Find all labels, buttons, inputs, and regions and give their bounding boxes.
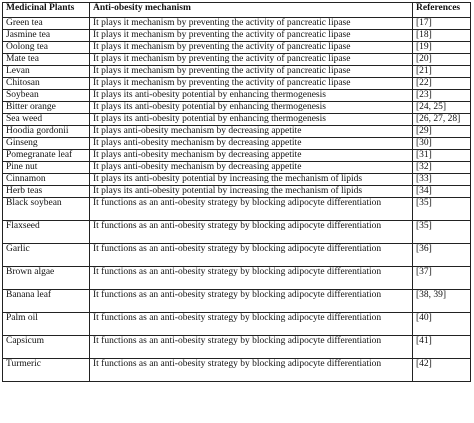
table-row: [3, 313, 471, 336]
reference-cell: [29]: [413, 126, 471, 138]
plant-cell: Mate tea: [3, 54, 90, 66]
mechanism-cell: It plays its anti-obesity potential by enhancing thermogenesis: [90, 102, 413, 114]
header-plants: Medicinal Plants: [3, 3, 90, 18]
plant-cell: Chitosan: [3, 78, 90, 90]
reference-cell: [36]: [413, 244, 471, 267]
mechanism-cell: It plays it mechanism by preventing the activity of pancreatic lipase: [90, 18, 413, 30]
mechanism-cell: It plays it mechanism by preventing the activity of pancreatic lipase: [90, 54, 413, 66]
reference-cell: [30]: [413, 138, 471, 150]
reference-cell: [23]: [413, 90, 471, 102]
plant-cell: Green tea: [3, 18, 90, 30]
table-row: [3, 290, 471, 313]
plant-cell: Oolong tea: [3, 42, 90, 54]
table-row: [3, 66, 471, 78]
table-row: [3, 174, 471, 186]
mechanism-cell: It plays it mechanism by preventing the activity of pancreatic lipase: [90, 78, 413, 90]
plant-cell: Jasmine tea: [3, 30, 90, 42]
medicinal-plants-table: [2, 2, 471, 382]
table-row: [3, 126, 471, 138]
table-row: [3, 114, 471, 126]
plant-cell: Turmeric: [3, 359, 90, 382]
plant-cell: Black soybean: [3, 198, 90, 221]
mechanism-cell: It plays it mechanism by preventing the activity of pancreatic lipase: [90, 30, 413, 42]
table-row: [3, 198, 471, 221]
mechanism-cell: It functions as an anti-obesity strategy by blocking adipocyte differentiation: [90, 313, 413, 336]
mechanism-cell: It plays anti-obesity mechanism by decreasing appetite: [90, 126, 413, 138]
reference-cell: [41]: [413, 336, 471, 359]
plant-cell: Pine nut: [3, 162, 90, 174]
table-row: [3, 30, 471, 42]
table-row: [3, 359, 471, 382]
mechanism-cell: It functions as an anti-obesity strategy by blocking adipocyte differentiation: [90, 359, 413, 382]
table-row: [3, 78, 471, 90]
mechanism-cell: It plays anti-obesity mechanism by decreasing appetite: [90, 162, 413, 174]
table-row: [3, 54, 471, 66]
reference-cell: [24, 25]: [413, 102, 471, 114]
reference-cell: [31]: [413, 150, 471, 162]
table-body: [3, 18, 471, 382]
plant-cell: Capsicum: [3, 336, 90, 359]
reference-cell: [17]: [413, 18, 471, 30]
mechanism-cell: It functions as an anti-obesity strategy by blocking adipocyte differentiation: [90, 336, 413, 359]
table-row: [3, 267, 471, 290]
plant-cell: Soybean: [3, 90, 90, 102]
plant-cell: Levan: [3, 66, 90, 78]
table-row: [3, 244, 471, 267]
header-mechanism: Anti-obesity mechanism: [90, 3, 413, 18]
mechanism-cell: It plays it mechanism by preventing the activity of pancreatic lipase: [90, 42, 413, 54]
mechanism-cell: It plays anti-obesity mechanism by decreasing appetite: [90, 150, 413, 162]
plant-cell: Bitter orange: [3, 102, 90, 114]
plant-cell: Banana leaf: [3, 290, 90, 313]
plant-cell: Herb teas: [3, 186, 90, 198]
header-references: References: [413, 3, 471, 18]
reference-cell: [42]: [413, 359, 471, 382]
table-row: [3, 138, 471, 150]
mechanism-cell: It plays its anti-obesity potential by enhancing thermogenesis: [90, 114, 413, 126]
mechanism-cell: It plays anti-obesity mechanism by decreasing appetite: [90, 138, 413, 150]
reference-cell: [22]: [413, 78, 471, 90]
reference-cell: [18]: [413, 30, 471, 42]
plant-cell: Brown algae: [3, 267, 90, 290]
reference-cell: [40]: [413, 313, 471, 336]
table-row: [3, 102, 471, 114]
mechanism-cell: It plays its anti-obesity potential by increasing the mechanism of lipids: [90, 174, 413, 186]
table-row: [3, 90, 471, 102]
table-row: [3, 336, 471, 359]
mechanism-cell: It functions as an anti-obesity strategy by blocking adipocyte differentiation: [90, 221, 413, 244]
reference-cell: [35]: [413, 221, 471, 244]
mechanism-cell: It plays it mechanism by preventing the activity of pancreatic lipase: [90, 66, 413, 78]
reference-cell: [35]: [413, 198, 471, 221]
plant-cell: Cinnamon: [3, 174, 90, 186]
reference-cell: [34]: [413, 186, 471, 198]
plant-cell: Flaxseed: [3, 221, 90, 244]
reference-cell: [21]: [413, 66, 471, 78]
header-row: [3, 3, 471, 18]
plant-cell: Sea weed: [3, 114, 90, 126]
reference-cell: [38, 39]: [413, 290, 471, 313]
mechanism-cell: It functions as an anti-obesity strategy by blocking adipocyte differentiation: [90, 267, 413, 290]
mechanism-cell: It functions as an anti-obesity strategy by blocking adipocyte differentiation: [90, 244, 413, 267]
table-header: [3, 3, 471, 18]
plant-cell: Pomegranate leaf: [3, 150, 90, 162]
reference-cell: [19]: [413, 42, 471, 54]
plant-cell: Palm oil: [3, 313, 90, 336]
table-row: [3, 186, 471, 198]
table-row: [3, 150, 471, 162]
table-row: [3, 162, 471, 174]
plant-cell: Garlic: [3, 244, 90, 267]
table-row: [3, 42, 471, 54]
reference-cell: [26, 27, 28]: [413, 114, 471, 126]
table-row: [3, 221, 471, 244]
mechanism-cell: It plays its anti-obesity potential by enhancing thermogenesis: [90, 90, 413, 102]
reference-cell: [20]: [413, 54, 471, 66]
mechanism-cell: It plays its anti-obesity potential by increasing the mechanism of lipids: [90, 186, 413, 198]
mechanism-cell: It functions as an anti-obesity strategy by blocking adipocyte differentiation: [90, 290, 413, 313]
plant-cell: Ginseng: [3, 138, 90, 150]
mechanism-cell: It functions as an anti-obesity strategy by blocking adipocyte differentiation: [90, 198, 413, 221]
reference-cell: [32]: [413, 162, 471, 174]
reference-cell: [33]: [413, 174, 471, 186]
plant-cell: Hoodia gordonii: [3, 126, 90, 138]
table-row: [3, 18, 471, 30]
reference-cell: [37]: [413, 267, 471, 290]
